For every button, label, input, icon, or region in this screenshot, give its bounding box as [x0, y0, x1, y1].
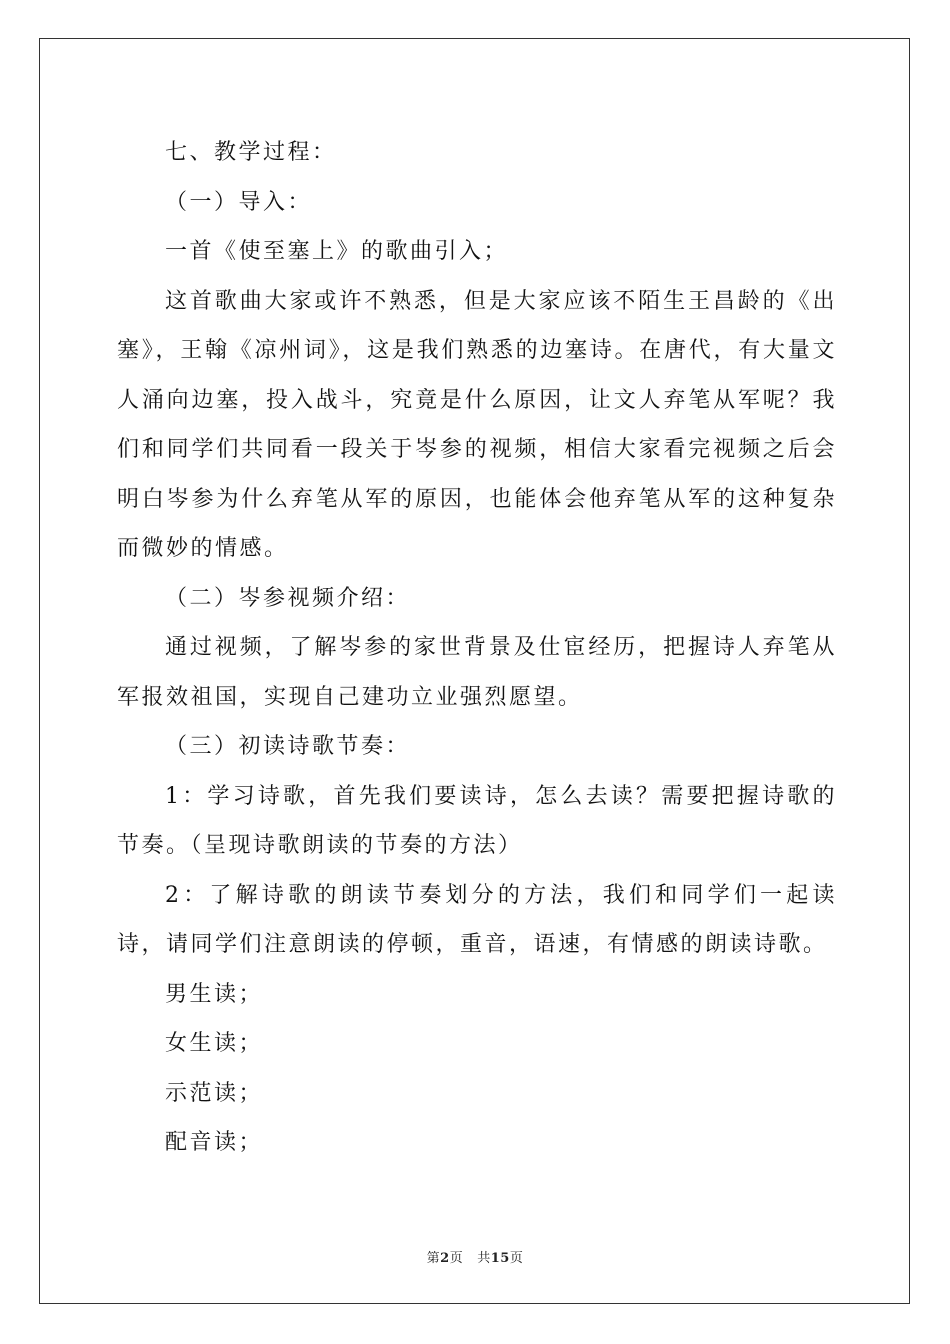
subsection-heading-rhythm: （三）初读诗歌节奏： — [165, 734, 411, 759]
page-number: 第2页 — [426, 1251, 464, 1266]
reading-item-girls: 女生读； — [165, 1031, 264, 1056]
section-heading-teaching-process: 七、教学过程： — [165, 140, 337, 165]
paragraph-step-1: 1：学习诗歌，首先我们要读诗，怎么去读？需要把握诗歌的节奏。（呈现诗歌朗读的节奏的方法） — [117, 783, 837, 858]
reading-item-dubbing: 配音读； — [165, 1130, 264, 1155]
paragraph-song-intro: 一首《使至塞上》的歌曲引入； — [165, 239, 509, 264]
reading-item-boys: 男生读； — [165, 981, 264, 1007]
paragraph-video-summary: 通过视频，了解岑参的家世背景及仕宦经历，把握诗人弃笔从军报效祖国，实现自己建功立业强烈愿望。 — [117, 635, 837, 710]
page-total: 共15页 — [477, 1251, 524, 1266]
subsection-heading-video: （二）岑参视频介绍： — [165, 585, 411, 611]
document-body — [117, 128, 837, 1168]
page-footer — [0, 1247, 950, 1266]
paragraph-frontier-poems: 这首歌曲大家或许不熟悉，但是大家应该不陌生王昌龄的《出塞》，王翰《凉州词》，这是我们熟悉的边塞诗。在唐代，有大量文人涌向边塞，投入战斗，究竟是什么原因，让文人弃笔从军呢？我们和同学们共同看一段关于岑参的视频，相信大家看完视频之后会明白岑参为什么弃笔从军的原因，也能体会他弃笔从军的这种复杂而微妙的情感。 — [117, 288, 837, 561]
reading-item-demo: 示范读； — [165, 1080, 264, 1106]
paragraph-step-2: 2：了解诗歌的朗读节奏划分的方法，我们和同学们一起读诗，请同学们注意朗读的停顿，重音，语速，有情感的朗读诗歌。 — [117, 882, 837, 957]
subsection-heading-introduction: （一）导入： — [165, 189, 313, 215]
